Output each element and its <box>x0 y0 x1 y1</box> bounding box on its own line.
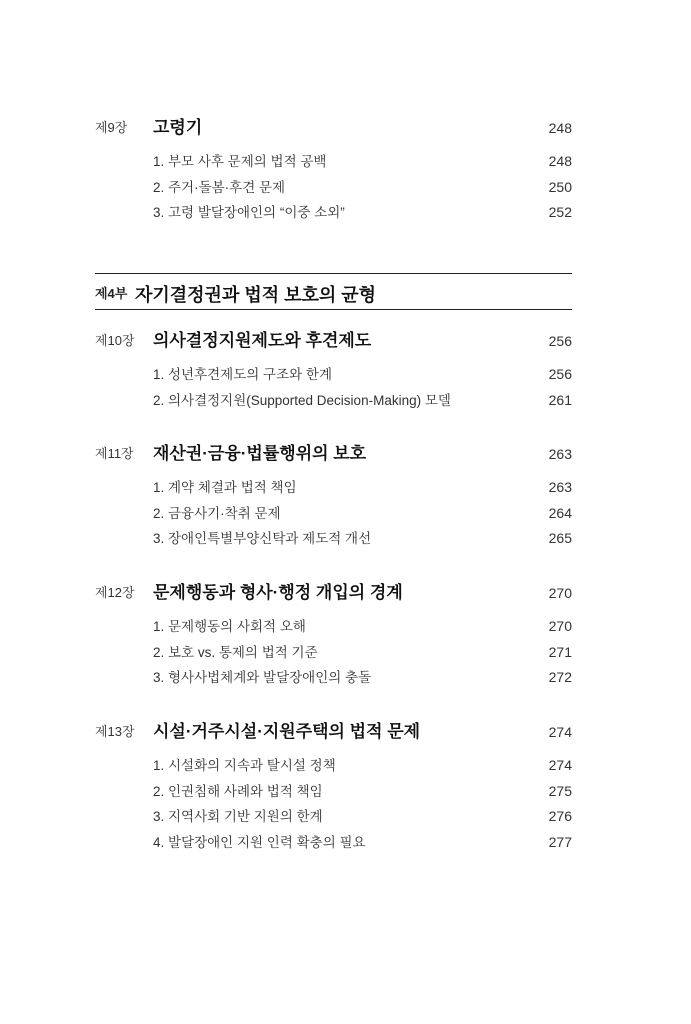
section-entry[interactable] <box>95 640 572 666</box>
chapter-entry <box>95 581 572 691</box>
section-entry[interactable] <box>95 475 572 501</box>
chapter-page: 270 <box>548 585 572 601</box>
section-title: 3. 고령 발달장애인의 “이중 소외” <box>153 205 345 220</box>
section-page: 261 <box>548 391 572 408</box>
part-heading <box>95 273 572 310</box>
section-list <box>95 475 572 552</box>
section-title: 2. 금융사기·착취 문제 <box>153 505 281 521</box>
chapter-title: 문제행동과 형사·행정 개입의 경계 <box>153 583 403 602</box>
section-page: 264 <box>548 504 572 521</box>
section-page: 252 <box>548 204 572 220</box>
chapter-page: 256 <box>548 333 572 349</box>
section-title: 1. 시설화의 지속과 탈시설 정책 <box>153 758 336 773</box>
section-title: 3. 지역사회 기반 지원의 한계 <box>153 809 323 824</box>
section-title: 3. 형사사법체계와 발달장애인의 충돌 <box>153 670 372 685</box>
section-title: 3. 장애인특별부양신탁과 제도적 개선 <box>153 531 372 546</box>
section-page: 263 <box>548 479 572 495</box>
section-entry[interactable] <box>95 804 572 830</box>
section-entry[interactable] <box>95 830 572 856</box>
section-list <box>95 614 572 691</box>
section-page: 265 <box>548 530 572 546</box>
section-title: 2. 주거·돌봄·후견 문제 <box>153 179 286 195</box>
section-entry[interactable] <box>95 614 572 640</box>
section-entry[interactable] <box>95 149 572 175</box>
chapter-page: 248 <box>548 120 572 136</box>
section-entry[interactable] <box>95 526 572 552</box>
chapter-entry <box>95 329 572 413</box>
section-title: 2. 인권침해 사례와 법적 책임 <box>153 783 323 799</box>
section-entry[interactable] <box>95 175 572 201</box>
section-list <box>95 149 572 226</box>
section-title: 4. 발달장애인 지원 인력 확충의 필요 <box>153 834 366 850</box>
section-page: 274 <box>548 757 572 773</box>
section-page: 270 <box>548 618 572 634</box>
section-title: 1. 성년후견제도의 구조와 한계 <box>153 367 333 382</box>
section-entry[interactable] <box>95 501 572 527</box>
section-list <box>95 362 572 413</box>
chapter-label: 제13장 <box>95 724 135 739</box>
chapter-entry <box>95 720 572 855</box>
chapter-heading[interactable] <box>95 720 572 744</box>
chapter-entry <box>95 442 572 552</box>
section-page: 271 <box>548 643 572 660</box>
chapter-label: 제9장 <box>95 120 128 135</box>
section-title: 2. 의사결정지원(Supported Decision-Making) 모델 <box>153 392 451 408</box>
section-title: 2. 보호 vs. 통제의 법적 기준 <box>153 644 318 660</box>
chapter-label: 제11장 <box>95 446 134 461</box>
chapter-title: 시설·거주시설·지원주택의 법적 문제 <box>153 722 421 741</box>
section-entry[interactable] <box>95 665 572 691</box>
section-page: 248 <box>548 153 572 169</box>
section-title: 1. 계약 체결과 법적 책임 <box>153 480 297 495</box>
chapter-title: 의사결정지원제도와 후견제도 <box>153 331 372 350</box>
section-entry[interactable] <box>95 200 572 226</box>
section-title: 1. 부모 사후 문제의 법적 공백 <box>153 154 327 169</box>
section-entry[interactable] <box>95 779 572 805</box>
section-page: 276 <box>548 808 572 824</box>
chapter-heading[interactable] <box>95 581 572 605</box>
section-list <box>95 753 572 855</box>
section-page: 256 <box>548 366 572 382</box>
section-page: 277 <box>548 833 572 850</box>
section-page: 275 <box>548 782 572 799</box>
section-entry[interactable] <box>95 388 572 414</box>
section-entry[interactable] <box>95 753 572 779</box>
chapter-label: 제10장 <box>95 333 135 348</box>
chapter-entry <box>95 116 572 226</box>
chapter-heading[interactable] <box>95 329 572 353</box>
section-title: 1. 문제행동의 사회적 오해 <box>153 619 306 634</box>
part-title: 자기결정권과 법적 보호의 균형 <box>135 285 377 305</box>
section-page: 250 <box>548 178 572 195</box>
section-page: 272 <box>548 669 572 685</box>
section-entry[interactable] <box>95 362 572 388</box>
part-label: 제4부 <box>95 286 128 301</box>
chapter-title: 재산권·금융·법률행위의 보호 <box>153 444 367 463</box>
chapter-title: 고령기 <box>153 118 203 137</box>
chapter-label: 제12장 <box>95 585 135 600</box>
chapter-page: 263 <box>548 446 572 462</box>
chapter-heading[interactable] <box>95 442 572 466</box>
chapter-heading[interactable] <box>95 116 572 140</box>
chapter-page: 274 <box>548 724 572 740</box>
